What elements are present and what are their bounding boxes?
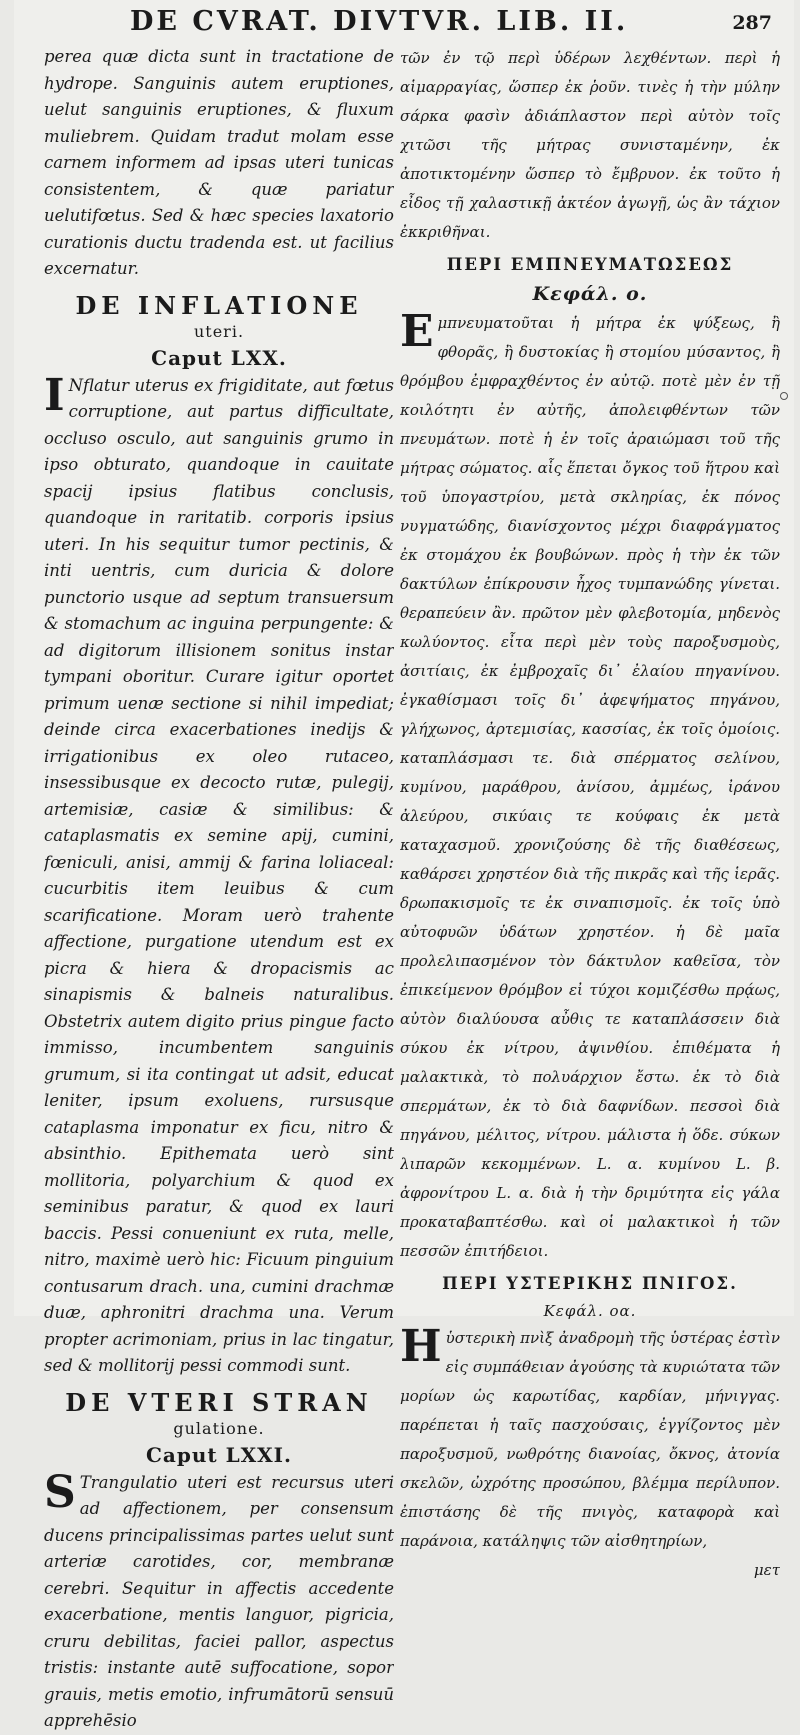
book-page xyxy=(14,0,794,1730)
chapter-oa-text: ὑστερικὴ πνὶξ ἀναδρομὴ τῆς ὑστέρας ἐστὶν εἰς συμπάθειαν ἀγούσης τὰ κυριώτατα τῶν μορίων ὡς καρωτίδας, καρδίαν, μήνιγγας. παρέπεται ἡ ταῖς πασχούσαις, ἐγγίζοντος μὲν παροξυσμοῦ, νωθρότης διανοίας, ὄκνος, ἀτονία σκελῶν, ὠχρότης προσώπου, βλέμμα περίλυπον. ἐπιστάσης δὲ τῆς πνιγὸς, καταφορὰ καὶ παράνοια, κατάληψις τῶν αἰσθητηρίων, xyxy=(400,1329,780,1550)
chapter-70-paragraph xyxy=(44,369,394,1380)
drop-capital: I xyxy=(44,369,65,421)
chapter-70-text: Nflatur uterus ex frigiditate, aut fœtus corruptione, aut partus difficultate, occluso osculo, aut sanguinis grumo in ipso obturato, quandoque in cauitate spacij ipsius flatibus conclusis, quandoque in raritatib. corporis ipsius uteri. In his sequitur tumor pectinis, & inti uentris, cum duricia & dolore punctorio usque ad septum transuersum & stomachum ac inguina perpungente: & ad digitorum illisionem sonitus instar tympani oboritur. Curare igitur oportet primum uenæ sectione si nihil impediat; deinde circa exacerbationes inedijs & irrigationibus ex oleo rutaceo, insessibusque ex decocto rutæ, pulegij, artemisiæ, casiæ & similibus: & cataplasmatis ex semine apij, cumini, fœniculi, anisi, ammij & farina loliaceal: cucurbitis item leuibus & cum scarificatione. Moram uerò trahente affectione, purgatione utendum est ex picra & hiera & dropacismis ac sinapismis & balneis naturalibus. Obstetrix autem digito prius pingue facto immisso, incumbentem sanguinis grumum, si ita contingat ut adsit, educat leniter, ipsum exoluens, rursusque cataplasma imponatur ex ficu, nitro & absinthio. Epithemata uerò sint mollitoria, polyarchium & quod ex seminibus paratur, & quod ex lauri baccis. Pessi conueniunt ex ruta, melle, nitro, maximè uerò hic: Ficuum pinguium contusarum drach. una, cumini drachmæ duæ, aphronitri drachma una. Verum propter acrimoniam, prius in lac tingatur, sed & mollitorij pessi commodi sunt. xyxy=(44,375,394,1375)
margin-dot xyxy=(780,392,788,400)
drop-capital: Η xyxy=(400,1321,442,1372)
latin-column xyxy=(44,44,394,1735)
chapter-71-paragraph xyxy=(44,1466,394,1735)
chapter-oa-paragraph xyxy=(400,1321,780,1556)
running-head xyxy=(54,6,774,42)
running-title: DE CVRAT. DIVTVR. LIB. II. xyxy=(130,6,629,37)
drop-capital: S xyxy=(44,1466,76,1518)
inflation-subheading: uteri. xyxy=(193,321,245,341)
drop-capital: Ε xyxy=(400,306,434,357)
strangulation-subheading: gulatione. xyxy=(173,1418,265,1438)
chapter-oa-heading: Κεφάλ. οα. xyxy=(543,1302,637,1320)
hysterical-suffocation-heading: ΠΕΡΙ ΥΣΤΕΡΙΚΗΣ ΠΝΙΓΟΣ. xyxy=(442,1274,738,1293)
chapter-70-heading: Caput LXX. xyxy=(151,345,287,370)
latin-intro-paragraph: perea quæ dicta sunt in tractatione de hydrope. Sanguinis autem eruptiones, uelut sanguinis eruptiones, & fluxum muliebrem. Quidam tradut molam esse carnem informem ad ipsas uteri tunicas consistentem, & quæ pariatur uelutifœtus. Sed & hæc species laxatorio curationis ductu tradenda est. ut facilius excernatur. xyxy=(44,47,394,278)
chapter-o-heading: Κεφάλ. ο. xyxy=(532,283,648,305)
page-number: 287 xyxy=(732,12,772,34)
chapter-o-text: μπνευματοῦται ἡ μήτρα ἐκ ψύξεως, ἢ φθορᾶς, ἢ δυστοκίας ἢ στομίου μύσαντος, ἢ θρόμβου ἐμφραχθέντος ἐν αὐτῷ. ποτὲ μὲν ἐν τῇ κοιλότητι ἐν αὐτῆς, ἀπολειφθέντων τῶν πνευμάτων. ποτὲ ἡ ἐν τοῖς ἀραιώμασι τοῦ τῆς μήτρας σώματος. αἷς ἕπεται ὄγκος τοῦ ἥτρου καὶ τοῦ ὑπογαστρίου, μετὰ σκληρίας, ἐκ πόνος νυγματώδης, διανίσχοντος μέχρι διαφράγματος ἐκ στομάχου ἐκ βουβώνων. πρὸς ἡ τὴν ἐκ τῶν δακτύλων ἐπίκρουσιν ἦχος τυμπανώδης γίνεται. θεραπεύειν ἂν. πρῶτον μὲν φλεβοτομία, μηδενὸς κωλύοντος. εἶτα περὶ μὲν τοὺς παροξυσμοὺς, ἀσιτίαις, ἐκ ἐμβροχαῖς δι᾽ ἐλαίου πηγανίνου. ἐγκαθίσμασι τοῖς δι᾽ ἀφεψήματος πηγάνου, γλήχωνος, ἀρτεμισίας, κασσίας, ἐκ τοῖς ὁμοίοις. καταπλάσμασι τε. διὰ σπέρματος σελίνου, κυμίνου, μαράθρου, ἀνίσου, ἀμμέως, ἰράνου ἀλεύρου, σικύαις τε κούφαις ἐκ μετὰ καταχασμοῦ. χρονιζούσης δὲ τῆς διαθέσεως, καθάρσει χρηστέον διὰ τῆς πικρᾶς καὶ τῆς ἱερᾶς. δρωπακισμοῖς τε ἐκ σιναπισμοῖς. ἐκ τοῖς ὑπὸ αὐτοφυῶν ὑδάτων χρηστέον. ἡ δὲ μαῖα προλελιπασμένον τὸν δάκτυλον καθεῖσα, τὸν ἐπικείμενον θρόμβον εἰ τύχοι κομιζέσθω πρᾴως, αὐτὸν διαλύουσα αὖθις τε καταπλάσσειν διὰ σύκου ἐκ νίτρου, ἀψινθίου. ἐπιθέματα ἡ μαλακτικὰ, τὸ πολυάρχιον ἔστω. ἐκ τὸ διὰ σπερμάτων, ἐκ τὸ διὰ δαφνίδων. πεσσοὶ διὰ πηγάνου, μέλιτος, νίτρου. μάλιστα ἡ ὅδε. σύκων λιπαρῶν κεκομμένων. L. α. κυμίνου L. β. ἀφρονίτρου L. α. διὰ ἡ τὴν δριμύτητα εἰς γάλα προκαταβαπτέσθω. καὶ οἱ μαλακτικοὶ ἡ τῶν πεσσῶν ἐπιτήδειοι. xyxy=(400,314,780,1260)
chapter-71-heading: Caput LXXI. xyxy=(145,1442,293,1467)
catchword: μετ xyxy=(753,1561,780,1579)
chapter-o-paragraph xyxy=(400,306,780,1266)
greek-intro-paragraph: τῶν ἐν τῷ περὶ ὑδέρων λεχθέντων. περὶ ἡ αἱμαρραγίας, ὥσπερ ἐκ ῥοῦν. τινὲς ἡ τὴν μύλην σάρκα φασὶν ἀδιάπλαστον περὶ αὐτὸν τοῖς χιτῶσι τῆς μήτρας συνισταμένην, ἐκ ἀποτικτομένην ὥσπερ τὸ ἔμβρυον. ἐκ τοῦτο ἡ εἶδος τῇ χαλαστικῇ ἀκτέον ἀγωγῇ, ὡς ἂν τάχιον ἐκκριθῆναι. xyxy=(400,49,780,241)
greek-column xyxy=(400,44,780,1585)
chapter-71-text: Trangulatio uteri est recursus uteri ad affectionem, per consensum ducens principalissimas partes uelut sunt arteriæ carotides, cor, membranæ cerebri. Sequitur in affectis accedente exacerbatione, mentis languor, pigricia, cruru debilitas, faciei pallor, aspectus tristis: instante autē suffocatione, sopor grauis, metis emotio, infrumātorū sensuū apprehēsio xyxy=(44,1472,394,1730)
emphysema-heading: ΠΕΡΙ ΕΜΠΝΕΥΜΑΤΩΣΕΩΣ xyxy=(446,255,734,274)
strangulation-heading: DE VTERI STRAN xyxy=(65,1387,373,1417)
inflation-heading: DE INFLATIONE xyxy=(75,290,363,320)
